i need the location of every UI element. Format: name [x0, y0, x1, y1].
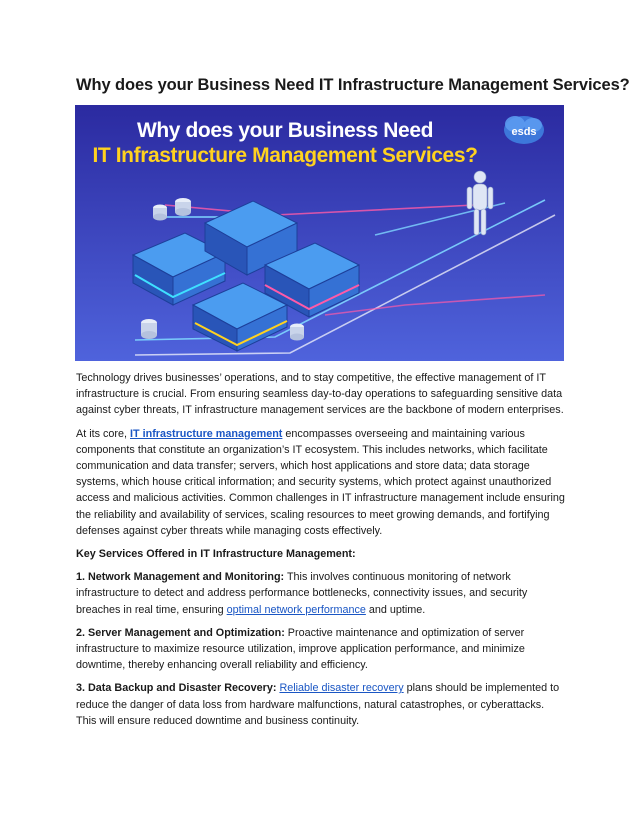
page-title: Why does your Business Need IT Infrastructure Management Services? [76, 76, 630, 94]
service-2 [76, 625, 566, 674]
it-infrastructure-management-link[interactable]: IT infrastructure management [130, 427, 283, 440]
service-2-text: Proactive maintenance and optimization of server infrastructure to maximize resource utilization, improve application performance, and minimize downtime, thereby enhancing overall reliability and efficiency. [76, 626, 525, 672]
service-1-pre: This involves continuous monitoring of network infrastructure to detect and address performance bottlenecks, connectivity issues, and security breaches in real time, ensuring [76, 571, 528, 616]
banner-line-1: Why does your Business Need [136, 119, 434, 142]
reliable-disaster-recovery-link[interactable]: Reliable disaster recovery [279, 682, 404, 695]
service-1-title: 1. Network Management and Monitoring: [76, 571, 285, 584]
esds-logo [502, 115, 546, 149]
service-3-post: plans should be implemented to reduce the danger of data loss from hardware malfunctions, natural catastrophes, or cyberattacks. This will ensure reduced downtime and business continuity. [76, 682, 560, 727]
banner-line-2: IT Infrastructure Management Services? [92, 144, 478, 167]
service-1-post: and uptime. [365, 603, 426, 616]
key-services-heading: Key Services Offered in IT Infrastructure Management: [76, 548, 356, 561]
core-paragraph-pre: At its core, [76, 427, 131, 440]
service-3-title: 3. Data Backup and Disaster Recovery: [76, 682, 277, 695]
logo-text: esds [511, 126, 537, 138]
intro-paragraph: Technology drives businesses’ operations, and to stay competitive, the effective management of IT infrastructure is crucial. From ensuring seamless day-to-day operations to safeguarding sensitive data against cyber threats, IT infrastructure management services are the backbone of modern enterprises. [76, 372, 564, 417]
core-paragraph [76, 426, 566, 539]
service-3 [76, 680, 566, 729]
service-2-title: 2. Server Management and Optimization: [76, 626, 285, 639]
optimal-network-performance-link[interactable]: optimal network performance [226, 603, 366, 616]
service-1 [76, 569, 566, 618]
article-body [76, 370, 566, 736]
banner-image [75, 105, 564, 361]
core-paragraph-post: encompasses overseeing and maintaining various components that constitute an organization’s IT ecosystem. This includes networks, which facilitate communication and data transfer; servers, which host applications and store data; data storage systems, which house critical information; and security systems, which protect against unauthorized access and malicious activities. Common challenges in IT infrastructure management include ensuring the reliability and availability of services, scaling resources to meet growing demands, and fortifying defenses against cyber threats while managing costs effectively. [76, 427, 565, 537]
banner-heading [75, 119, 495, 169]
